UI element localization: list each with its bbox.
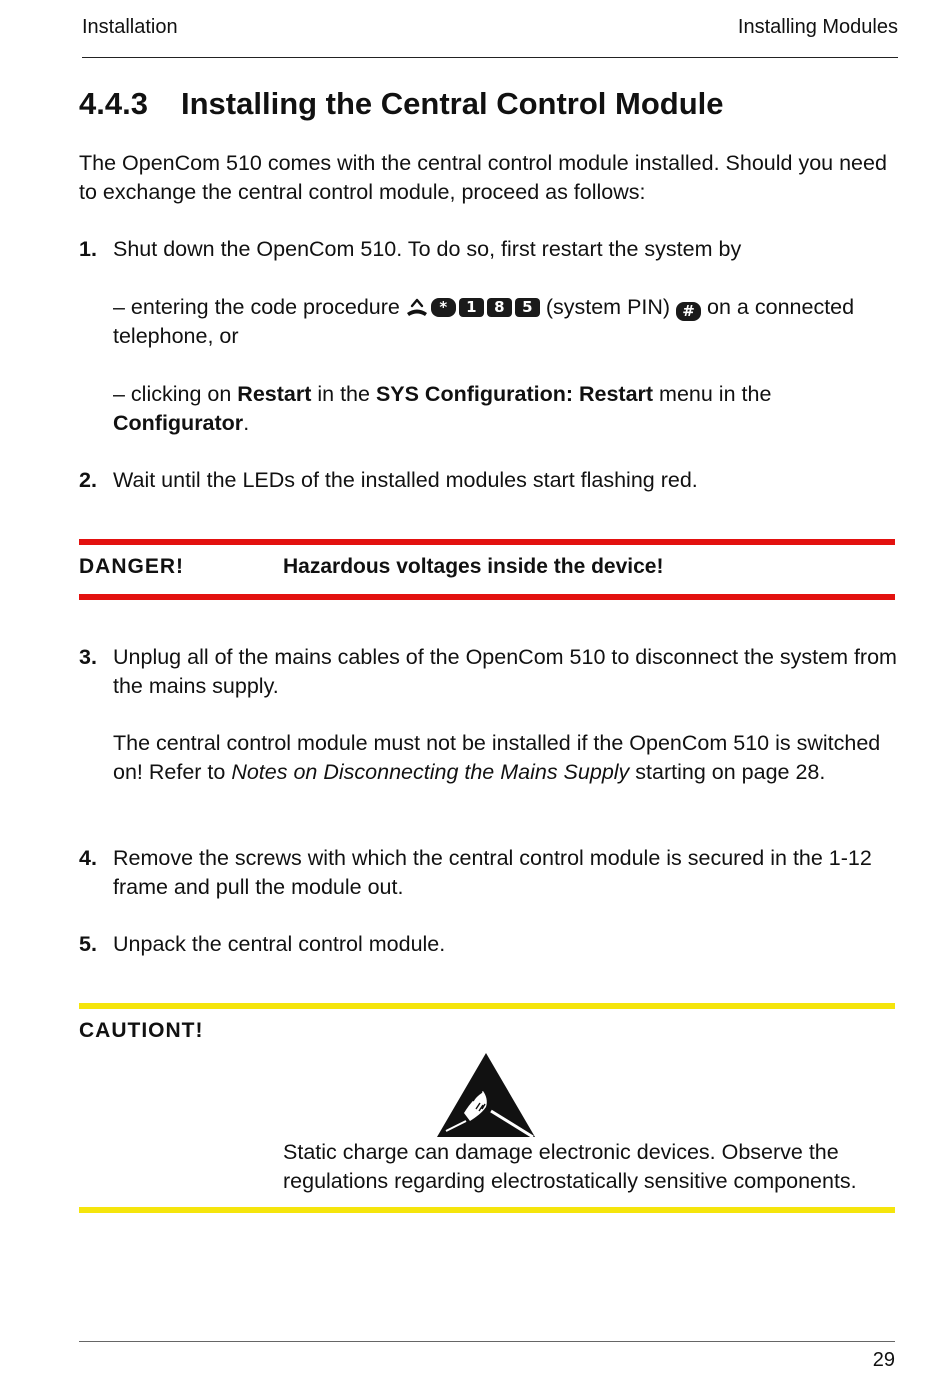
step-1-option-code <box>113 293 899 351</box>
option-code-suffix: on a connected telephone, or <box>113 295 855 348</box>
text-run: . <box>243 411 250 435</box>
danger-bottom-bar <box>79 594 895 600</box>
step-1 <box>79 235 899 264</box>
option-code-mid: (system PIN) <box>545 295 671 319</box>
text-run: starting on page 28. <box>629 760 826 784</box>
step-3 <box>79 643 899 701</box>
header-rule <box>82 57 898 58</box>
step-text: Unpack the central control module. <box>113 932 446 956</box>
digit-key-icon: 5 <box>515 298 540 317</box>
menu-name: SYS Configuration: Restart <box>375 382 654 406</box>
configurator-term: Configurator <box>113 411 244 435</box>
caution-bottom-bar <box>79 1207 895 1213</box>
danger-label: DANGER! <box>79 555 184 578</box>
option-code-prefix: – entering the code procedure <box>113 295 400 319</box>
step-4 <box>79 844 899 902</box>
restart-term: Restart <box>237 382 312 406</box>
key-sequence <box>406 297 540 317</box>
header-chapter-name: Installing Modules <box>737 16 898 38</box>
section-number: 4.4.3 <box>79 86 148 121</box>
danger-top-bar <box>79 539 895 545</box>
cross-reference: Notes on Disconnecting the Mains Supply <box>231 760 630 784</box>
intro-paragraph: The OpenCom 510 comes with the central control module installed. Should you need to exchange the central control module, proceed as follows: <box>79 151 887 204</box>
caution-top-bar <box>79 1003 895 1009</box>
danger-text: Hazardous voltages inside the device! <box>283 555 664 578</box>
step-number: 3. <box>79 645 97 669</box>
step-text: Shut down the OpenCom 510. To do so, first restart the system by <box>113 237 742 261</box>
text-run: – clicking on <box>113 382 238 406</box>
step-text: Wait until the LEDs of the installed modules start flashing red. <box>113 468 698 492</box>
step-5 <box>79 930 899 959</box>
text-run: menu in the <box>653 382 772 406</box>
step-text: Unplug all of the mains cables of the OpenCom 510 to disconnect the system from the mains supply. <box>113 645 897 698</box>
caution-label: CAUTIONT! <box>79 1019 204 1042</box>
header-section-name: Installation <box>82 16 178 38</box>
step-text: Remove the screws with which the central control module is secured in the 1-12 frame and pull the module out. <box>113 846 872 899</box>
caution-text: Static charge can damage electronic devices. Observe the regulations regarding electrostatically sensitive components. <box>283 1140 857 1193</box>
step-1-option-configurator <box>113 380 899 438</box>
step-number: 4. <box>79 846 97 870</box>
digit-key-icon: 1 <box>459 298 484 317</box>
step-number: 2. <box>79 468 97 492</box>
esd-warning-icon <box>436 1051 536 1139</box>
step-number: 5. <box>79 932 97 956</box>
section-title <box>79 86 724 122</box>
text-run: The central control module must not be installed if the OpenCom 510 is switched on! Refer to <box>113 731 881 784</box>
step-number: 1. <box>79 237 97 261</box>
star-key-icon: * <box>431 298 456 317</box>
footer-rule <box>79 1341 895 1342</box>
step-2 <box>79 466 899 495</box>
step-3-note <box>113 729 899 787</box>
hash-key-icon: # <box>676 302 701 321</box>
text-run: in the <box>311 382 376 406</box>
handset-lift-icon <box>406 297 428 317</box>
section-title-text: Installing the Central Control Module <box>181 86 724 121</box>
page-number: 29 <box>872 1349 895 1371</box>
digit-key-icon: 8 <box>487 298 512 317</box>
